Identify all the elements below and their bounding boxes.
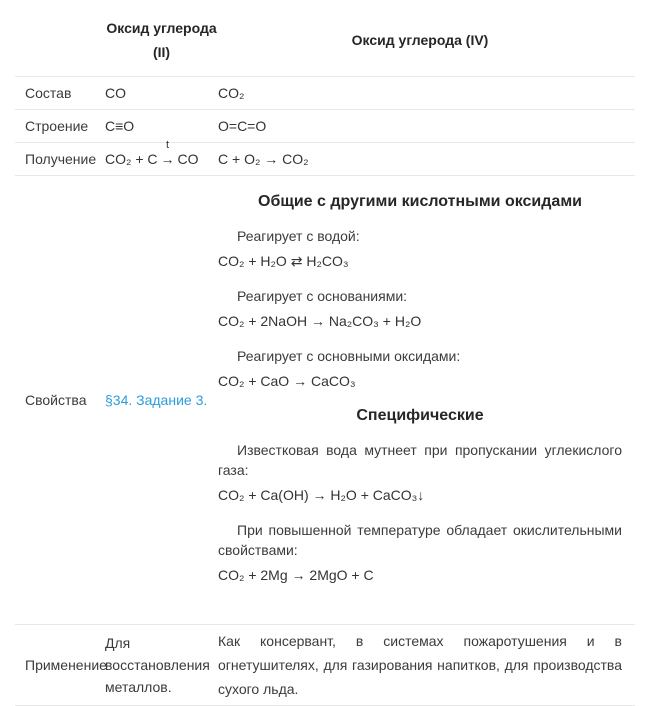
application-co2: Как консервант, в системах пожаротушения и в огнетушителях, для газирования напитков, для производства сухого льда. <box>218 625 635 706</box>
preparation-co-equation <box>105 139 218 176</box>
row-label-preparation: Получение <box>15 143 105 176</box>
property-text: Реагирует с водой: <box>237 228 360 244</box>
header-carbon-dioxide: Оксид углерода (IV) <box>218 6 635 77</box>
row-label-properties: Свойства <box>15 176 105 625</box>
property-base-reaction <box>218 286 622 332</box>
property-formula: CO₂ + 2Mg → 2MgO + C <box>218 567 374 583</box>
row-label-composition: Состав <box>15 77 105 110</box>
table-row-structure <box>15 110 635 143</box>
property-basic-oxide-reaction <box>218 346 622 392</box>
property-formula: CO₂ + 2NaOH → Na₂CO₃ + H₂O <box>218 313 422 329</box>
common-properties-heading: Общие с другими кислотными оксидами <box>258 193 582 210</box>
table-row-composition <box>15 77 635 110</box>
header-carbon-monoxide: Оксид углерода (II) <box>105 6 218 77</box>
heated-reaction-arrow <box>160 139 175 167</box>
structure-co2: O=C=O <box>218 110 635 143</box>
property-text: Реагирует с основаниями: <box>237 288 408 304</box>
row-label-structure: Строение <box>15 110 105 143</box>
oxides-comparison-table <box>15 6 635 706</box>
table-row-preparation <box>15 143 635 176</box>
property-text: Известковая вода мутнеет при пропускании углекислого газа: <box>218 442 622 478</box>
properties-co2-cell <box>218 176 635 625</box>
property-oxidizing-reaction <box>218 520 622 586</box>
structure-co: C≡O <box>105 110 218 143</box>
properties-co-cell <box>105 176 218 625</box>
row-label-application: Применение <box>15 625 105 706</box>
table-row-properties <box>15 176 635 625</box>
property-text: Реагирует с основными оксидами: <box>237 348 461 364</box>
equation-right-part: CO <box>177 151 199 167</box>
equation-left-part: CO₂ + C <box>105 151 158 167</box>
header-empty-cell <box>15 6 105 77</box>
composition-co: CO <box>105 77 218 110</box>
property-water-reaction <box>218 226 622 272</box>
property-limewater-reaction <box>218 440 622 506</box>
preparation-co2-equation: C + O₂ → CO₂ <box>218 143 635 176</box>
temperature-symbol: t <box>165 139 170 151</box>
property-formula: CO₂ + Ca(OH) → H₂O + CaCO₃↓ <box>218 487 425 503</box>
specific-properties-heading: Специфические <box>356 407 484 424</box>
property-text: При повышенной температуре обладает окислительными свойствами: <box>218 522 622 558</box>
property-formula: CO₂ + H₂O ⇄ H₂CO₃ <box>218 253 349 269</box>
composition-co2: CO₂ <box>218 77 635 110</box>
task-link[interactable]: §34. Задание 3. <box>105 392 208 408</box>
table-row-application <box>15 625 635 706</box>
application-co: Для восстановления металлов. <box>105 625 218 706</box>
arrow-glyph: → <box>160 151 175 167</box>
table-header-row <box>15 6 635 77</box>
property-formula: CO₂ + CaO → CaCO₃ <box>218 373 356 389</box>
